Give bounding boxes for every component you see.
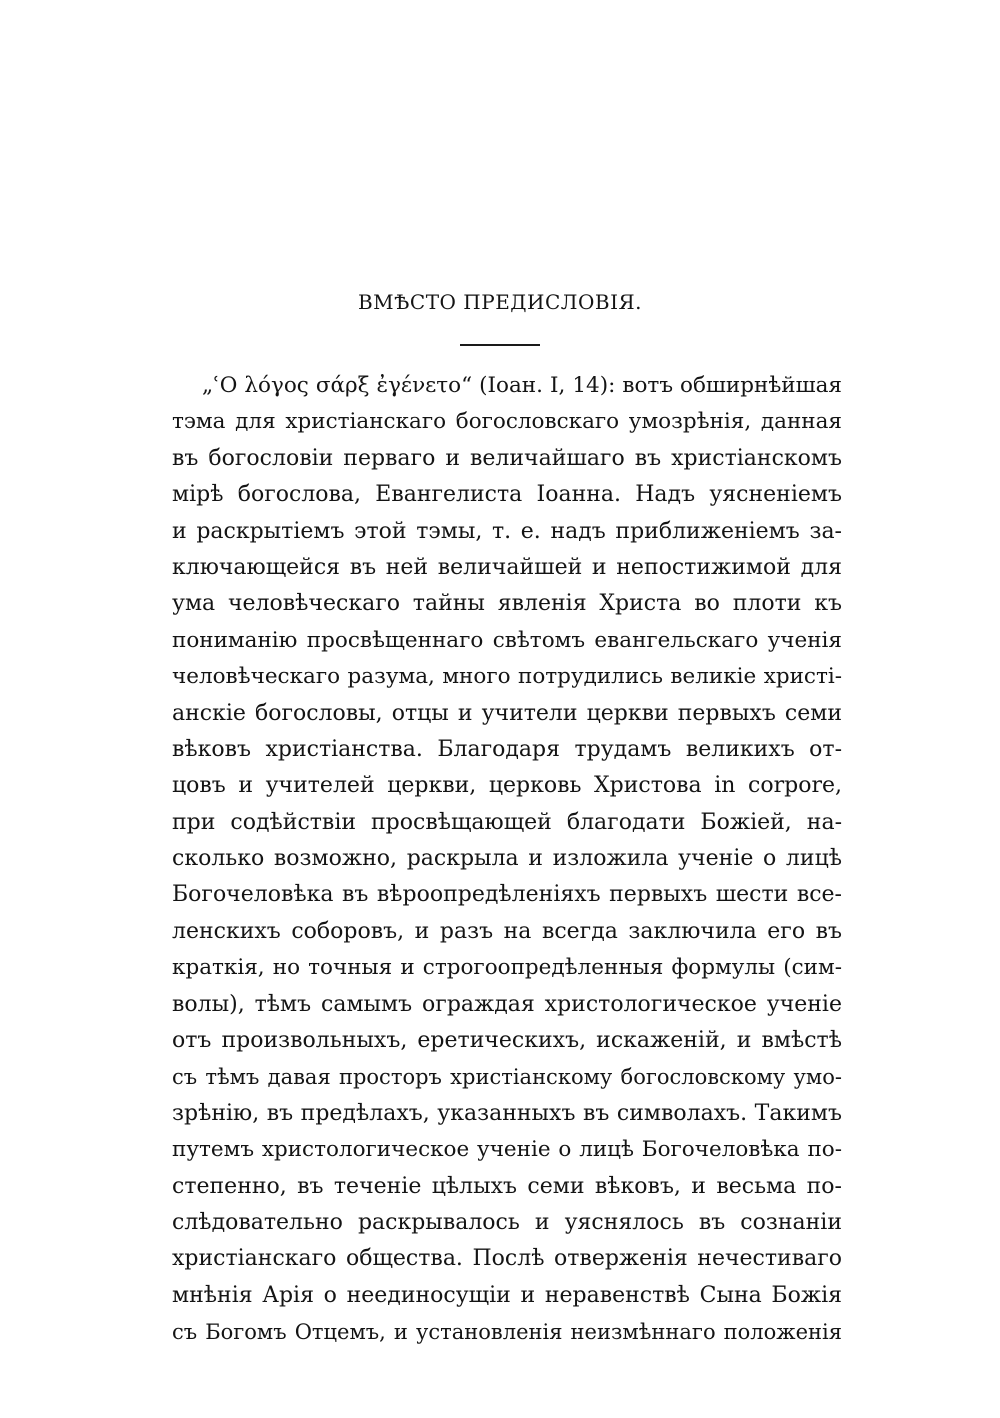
text-line: при содѣйствіи просвѣщающей благодати Божіей, на-	[172, 809, 842, 835]
body-paragraph	[172, 368, 842, 1351]
text-line: мірѣ богослова, Евангелиста Іоанна. Надъ уясненіемъ	[172, 482, 842, 508]
text-line: Богочеловѣка въ вѣроопредѣленіяхъ первыхъ шести все-	[172, 882, 842, 908]
text-line: мнѣнія Арія о неединосущіи и неравенствѣ Сына Божія	[172, 1282, 842, 1308]
text-line: путемъ христологическое ученіе о лицѣ Богочеловѣка по-	[172, 1137, 842, 1163]
text-line: человѣческаго разума, много потрудились великіе христі-	[172, 664, 842, 690]
text-line: краткія, но точныя и строгоопредѣленныя формулы (сим-	[172, 955, 842, 981]
text-line: христіанскаго общества. Послѣ отверженія нечестиваго	[172, 1246, 842, 1272]
text-line: съ Богомъ Отцемъ, и установленія неизмѣннаго положенія	[172, 1320, 842, 1345]
text-line: вѣковъ христіанства. Благодаря трудамъ великихъ от-	[172, 736, 842, 762]
text-line: ума человѣческаго тайны явленія Христа во плоти къ	[172, 591, 842, 617]
text-line: въ богословіи перваго и величайшаго въ христіанскомъ	[172, 445, 842, 471]
text-line: сколько возможно, раскрыла и изложила ученіе о лицѣ	[172, 846, 842, 872]
text-line: и раскрытіемъ этой тэмы, т. е. надъ приближеніемъ за-	[172, 518, 842, 544]
text-line: „ʿΟ λόγος σάρξ ἐγένετο“ (Іоан. I, 14): вотъ обширнѣйшая	[202, 373, 842, 398]
text-line: ленскихъ соборовъ, и разъ на всегда заключила его въ	[172, 918, 842, 944]
text-line: пониманію просвѣщеннаго свѣтомъ евангельскаго ученія	[172, 627, 842, 653]
text-line: волы), тѣмъ самымъ ограждая христологическое ученіе	[172, 991, 842, 1017]
text-line: съ тѣмъ давая просторъ христіанскому богословскому умо-	[172, 1065, 842, 1090]
text-line: тэма для христіанскаго богословскаго умозрѣнія, данная	[172, 409, 842, 435]
text-line: цовъ и учителей церкви, церковь Христова in corpore,	[172, 773, 842, 799]
text-line: отъ произвольныхъ, еретическихъ, искаженій, и вмѣстѣ	[172, 1028, 842, 1054]
text-line: ключающейся въ ней величайшей и непостижимой для	[172, 554, 842, 580]
title-divider	[460, 344, 540, 346]
text-line: слѣдовательно раскрывалось и уяснялось въ сознаніи	[172, 1209, 842, 1235]
text-line: анскіе богословы, отцы и учители церкви первыхъ семи	[172, 700, 842, 726]
text-line: степенно, въ теченіе цѣлыхъ семи вѣковъ, и весьма по-	[172, 1173, 842, 1199]
page-title: ВМѢСТО ПРЕДИСЛОВІЯ.	[357, 290, 642, 314]
text-line: зрѣнію, въ предѣлахъ, указанныхъ въ символахъ. Такимъ	[172, 1100, 842, 1126]
